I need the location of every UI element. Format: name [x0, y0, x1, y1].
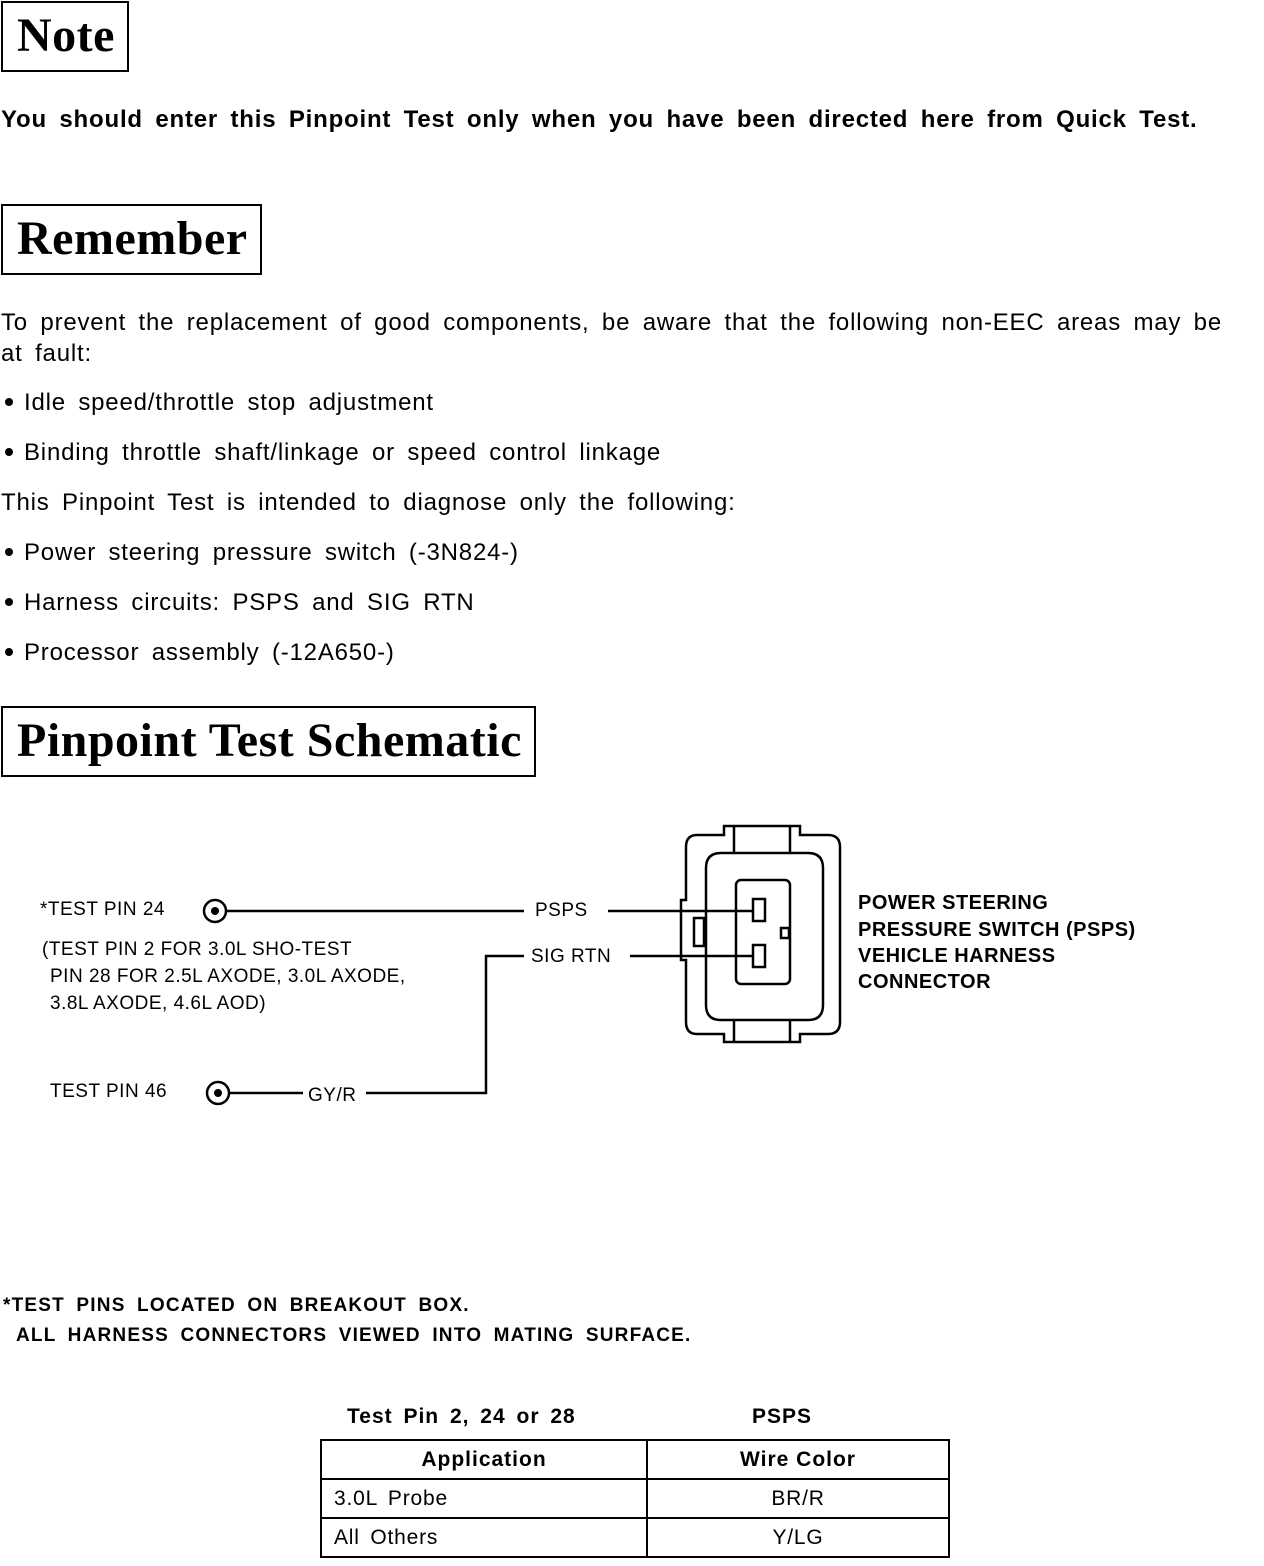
pin24-label: *TEST PIN 24	[40, 899, 165, 920]
table-cell: 3.0L Probe	[321, 1479, 647, 1518]
table-header-row	[321, 1440, 949, 1479]
remember-heading: Remember	[1, 204, 262, 275]
table-row	[321, 1518, 949, 1557]
wire-gyr-label: GY/R	[308, 1085, 357, 1106]
pin46-label: TEST PIN 46	[50, 1081, 168, 1102]
schematic-diagram	[0, 800, 1264, 1120]
list-item	[1, 539, 519, 567]
list-item-text: Processor assembly (-12A650-)	[24, 639, 395, 666]
note-text: You should enter this Pinpoint Test only when you have been directed here from Quick Test.	[1, 106, 1198, 133]
connector-label-line2: PRESSURE SWITCH (PSPS)	[858, 919, 1136, 941]
bullet-icon	[5, 448, 13, 456]
connector-label-line4: CONNECTOR	[858, 971, 992, 993]
pin-note-line3: 3.8L AXODE, 4.6L AOD)	[50, 993, 267, 1014]
table-caption-circuit: PSPS	[752, 1405, 813, 1428]
list-item-text: Idle speed/throttle stop adjustment	[24, 389, 434, 416]
wire-color-table	[320, 1439, 950, 1558]
list-item	[1, 589, 475, 617]
table-row	[321, 1479, 949, 1518]
bullet-icon	[5, 398, 13, 406]
bullet-icon	[5, 548, 13, 556]
connector-label-line1: POWER STEERING	[858, 892, 1049, 914]
table-caption-pins: Test Pin 2, 24 or 28	[347, 1405, 576, 1428]
list-item	[1, 639, 395, 667]
bullet-icon	[5, 648, 13, 656]
table-cell: Y/LG	[647, 1518, 949, 1557]
footnote-line1: *TEST PINS LOCATED ON BREAKOUT BOX.	[3, 1295, 470, 1316]
list-item	[1, 389, 434, 417]
bullet-icon	[5, 598, 13, 606]
psps-connector-icon	[681, 826, 840, 1042]
list-item-text: Power steering pressure switch (-3N824-)	[24, 539, 519, 566]
pin-note-line2: PIN 28 FOR 2.5L AXODE, 3.0L AXODE,	[50, 966, 406, 987]
remember-intro: To prevent the replacement of good components, be aware that the following non-EEC areas may be at fault:	[1, 309, 1222, 367]
column-header-wire-color: Wire Color	[647, 1440, 949, 1479]
footnote-line2: ALL HARNESS CONNECTORS VIEWED INTO MATING SURFACE.	[16, 1325, 692, 1346]
list-item-text: Harness circuits: PSPS and SIG RTN	[24, 589, 475, 616]
connector-label-line3: VEHICLE HARNESS	[858, 945, 1056, 967]
list-item-text: Binding throttle shaft/linkage or speed control linkage	[24, 439, 662, 466]
note-heading: Note	[1, 1, 129, 72]
list-item	[1, 439, 661, 467]
wire-psps-label: PSPS	[535, 900, 588, 921]
scope-intro: This Pinpoint Test is intended to diagnose only the following:	[1, 489, 736, 516]
table-cell: BR/R	[647, 1479, 949, 1518]
test-pin-24-icon	[204, 900, 226, 922]
table-cell: All Others	[321, 1518, 647, 1557]
test-pin-46-icon	[207, 1082, 229, 1104]
pin-note-line1: (TEST PIN 2 FOR 3.0L SHO-TEST	[42, 939, 353, 960]
column-header-application: Application	[321, 1440, 647, 1479]
schematic-heading: Pinpoint Test Schematic	[1, 706, 536, 777]
wire-sigrtn-label: SIG RTN	[531, 946, 612, 967]
